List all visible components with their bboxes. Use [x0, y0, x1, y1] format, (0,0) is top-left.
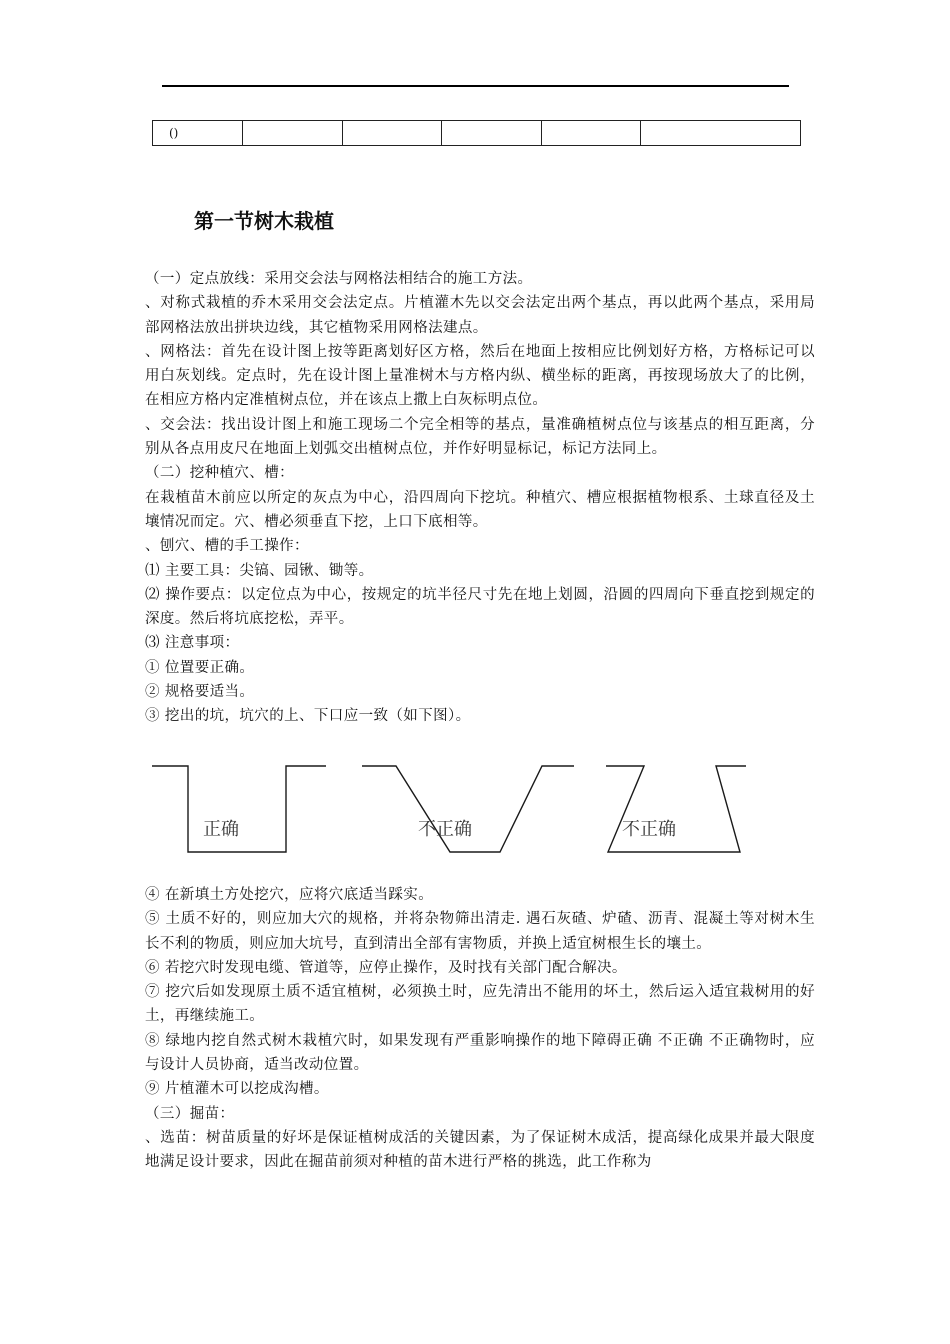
table-row — [153, 121, 801, 146]
pit-label-incorrect-1: 不正确 — [418, 819, 472, 840]
pit-shape-figure — [150, 758, 750, 858]
paragraph: ① 位置要正确。 — [145, 659, 255, 676]
paragraph: ③ 挖出的坑，坑穴的上、下口应一致（如下图）。 — [145, 708, 471, 725]
section-title: 第一节树木栽植 — [194, 209, 334, 233]
paragraph: ⑴ 主要工具：尖镐、园锹、锄等。 — [145, 562, 374, 579]
paragraph: 、选苗：树苗质量的好坏是保证植树成活的关键因素，为了保证树木成活，提高绿化成果并最大限度地满足设计要求，因此在掘苗前须对种植的苗木进行严格的挑选，此工作称为 — [145, 1129, 815, 1171]
paragraph: ⑧ 绿地内挖自然式树木栽植穴时，如果发现有严重影响操作的地下障碍正确 不正确 不正确物时，应与设计人员协商，适当改动位置。 — [145, 1032, 815, 1074]
paragraph: ⑥ 若挖穴时发现电缆、管道等，应停止操作，及时找有关部门配合解决。 — [145, 959, 627, 976]
body-text-upper — [145, 267, 815, 729]
table-cell: () — [153, 121, 243, 146]
paragraph: （一）定点放线：采用交会法与网格法相结合的施工方法。 — [145, 271, 533, 287]
table-cell — [442, 121, 542, 146]
paragraph: ⑤ 土质不好的，则应加大穴的规格，并将杂物筛出清走. 遇石灰碴、炉碴、沥青、混凝土等对树木生长不利的物质，则应加大坑号，直到清出全部有害物质，并换上适宜树根生长的壤土。 — [145, 911, 815, 952]
body-text-lower — [145, 883, 815, 1175]
paragraph: 在栽植苗木前应以所定的灰点为中心，沿四周向下挖坑。种植穴、槽应根据植物根系、土球直径及土壤情况而定。穴、槽必须垂直下挖，上口下底相等。 — [145, 489, 815, 530]
header-rule — [162, 85, 789, 87]
paragraph: 、对称式栽植的乔木采用交会法定点。片植灌木先以交会法定出两个基点，再以此两个基点，采用局部网格法放出拼块边线，其它植物采用网格法建点。 — [145, 295, 815, 336]
paragraph: ⑵ 操作要点：以定位点为中心，按规定的坑半径尺寸先在地上划圆，沿圆的四周向下垂直挖到规定的深度。然后将坑底挖松，弄平。 — [145, 586, 815, 628]
header-table — [152, 120, 801, 146]
paragraph: ⑶ 注意事项： — [145, 635, 240, 652]
table-cell — [243, 121, 343, 146]
pit-correct-outline — [152, 766, 326, 852]
paragraph: ② 规格要适当。 — [145, 684, 255, 701]
pit-label-incorrect-2: 不正确 — [622, 819, 676, 840]
table-cell — [641, 121, 801, 146]
paragraph: 、交会法：找出设计图上和施工现场二个完全相等的基点，量准确植树点位与该基点的相互距离，分别从各点用皮尺在地面上划弧交出植树点位，并作好明显标记，标记方法同上。 — [145, 416, 815, 458]
paragraph: ⑦ 挖穴后如发现原土质不适宜植树，必须换土时，应先清出不能用的坏土，然后运入适宜栽树用的好土，再继续施工。 — [145, 984, 815, 1025]
paragraph: （三）掘苗： — [145, 1105, 235, 1122]
paragraph: 、网格法：首先在设计图上按等距离划好区方格，然后在地面上按相应比例划好方格，方格标记可以用白灰划线。定点时，先在设计图上量准树木与方格内纵、横坐标的距离，再按现场放大了的比例，在相应方格内定准植树点位，并在该点上撒上白灰标明点位。 — [145, 343, 815, 409]
pit-label-correct: 正确 — [203, 819, 239, 840]
paragraph: ④ 在新填土方处挖穴，应将穴底适当踩实。 — [145, 887, 434, 903]
table-cell — [542, 121, 641, 146]
paragraph: 、刨穴、槽的手工操作： — [145, 538, 309, 555]
paragraph: （二）挖种植穴、槽： — [145, 465, 294, 482]
paragraph: ⑨ 片植灌木可以挖成沟槽。 — [145, 1081, 329, 1098]
table-cell — [343, 121, 442, 146]
